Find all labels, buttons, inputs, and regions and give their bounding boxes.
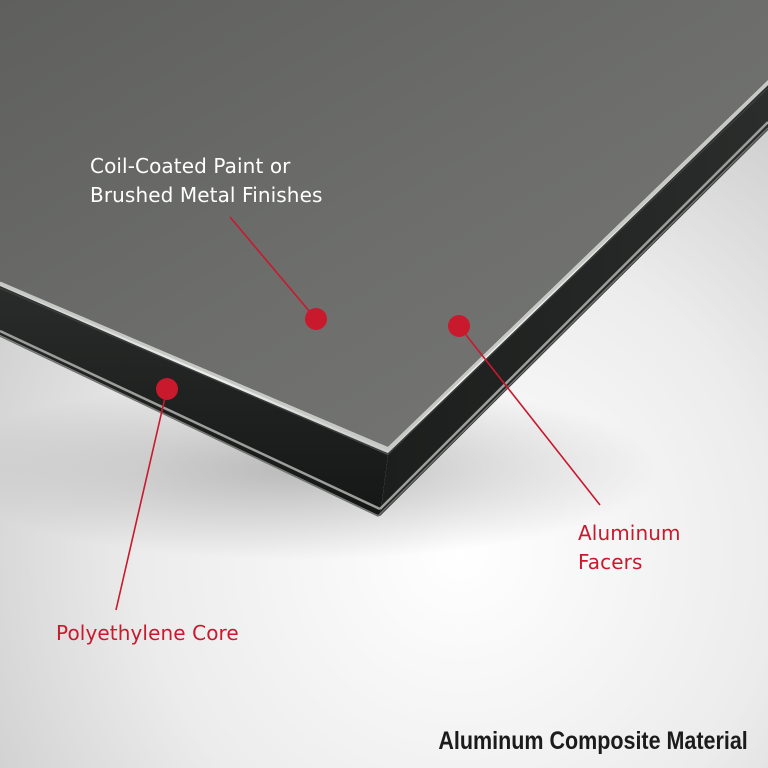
core-label (56, 619, 239, 648)
facers-marker-dot (448, 315, 470, 337)
finish-label-line1: Coil-Coated Paint or (90, 154, 291, 178)
finish-label-line2: Brushed Metal Finishes (90, 183, 323, 207)
finish-marker-dot (305, 308, 327, 330)
finish-label (90, 152, 323, 210)
diagram-caption: Aluminum Composite Material (438, 727, 748, 755)
core-marker-dot (156, 378, 178, 400)
core-label-text: Polyethylene Core (56, 621, 239, 645)
facers-label-line2: Facers (578, 550, 643, 574)
facers-label-line1: Aluminum (578, 521, 681, 545)
facers-label (578, 519, 681, 577)
